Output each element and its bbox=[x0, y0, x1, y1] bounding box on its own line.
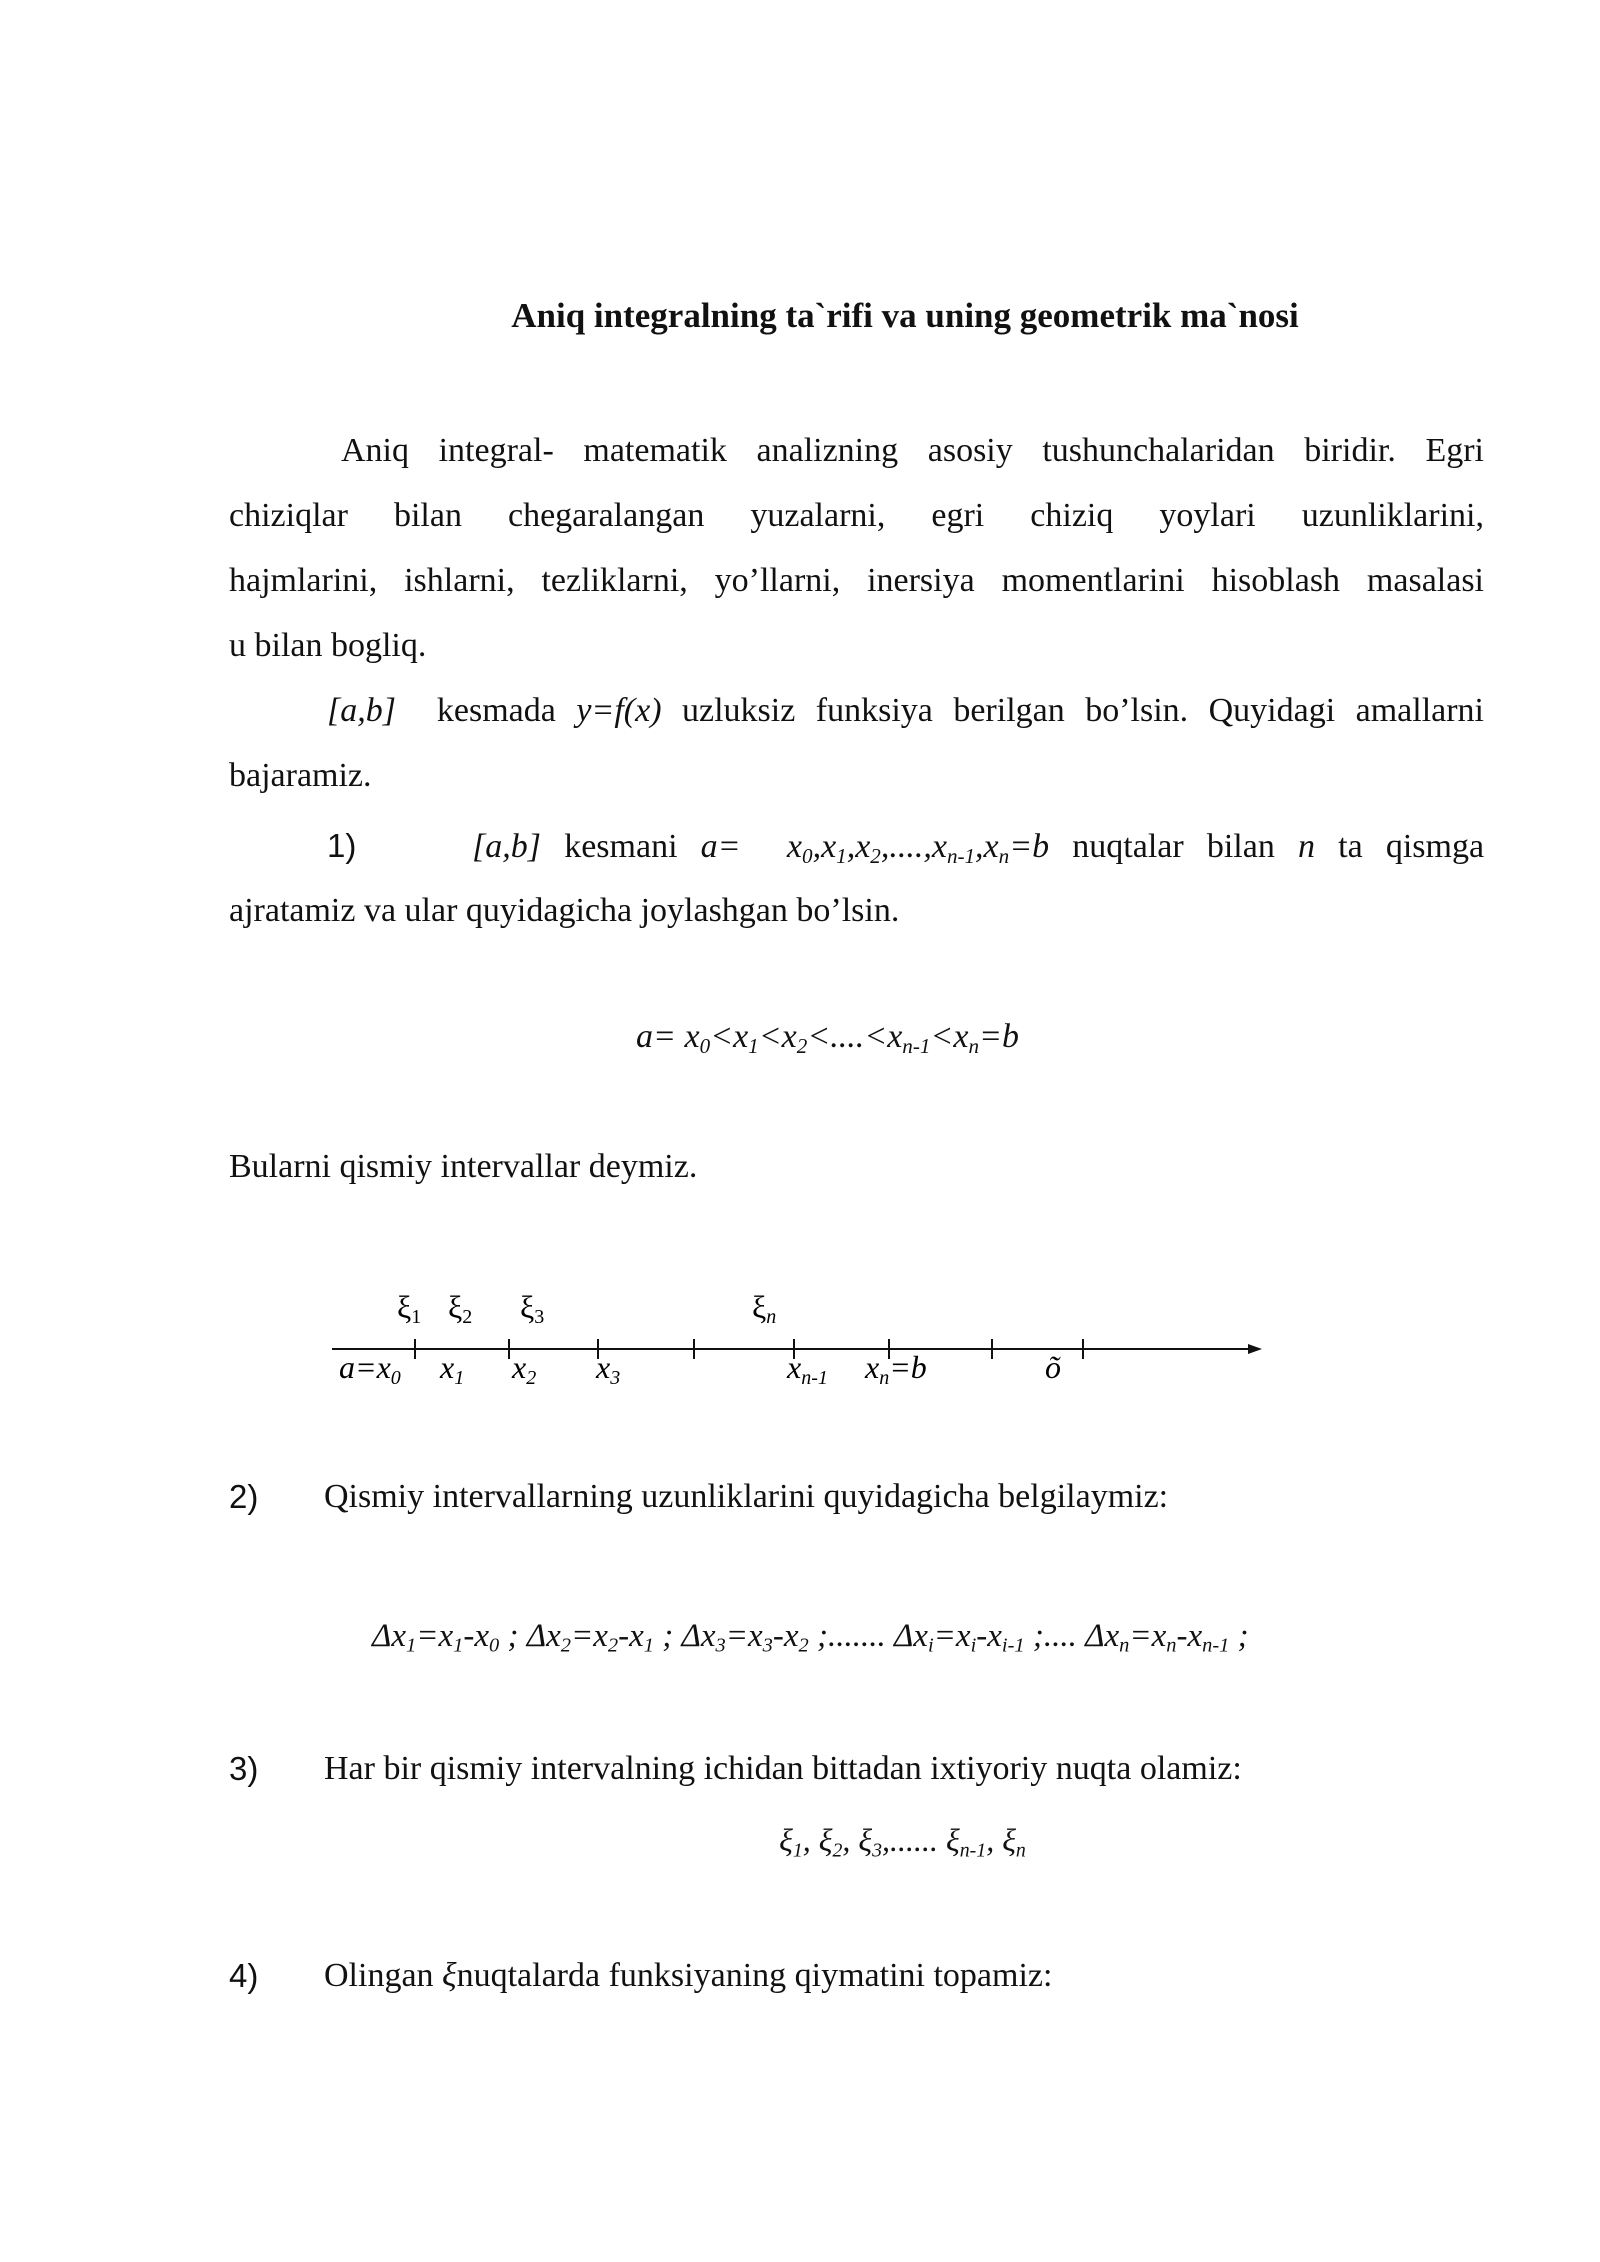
page-title: Aniq integralning ta`rifi va uning geometrik ma`nosi bbox=[511, 296, 1299, 335]
text-kesmani: kesmani bbox=[564, 828, 678, 865]
order-formula: $a= x_0<x_1<x_2<....<x_{n-1}<x_n=b$ bbox=[636, 1018, 1019, 1058]
x-label-x2: x2 bbox=[512, 1349, 537, 1389]
step-2-number: 2) bbox=[229, 1478, 259, 1515]
x-label-x3: x3 bbox=[596, 1349, 621, 1389]
x-label-xn-b: xn=b bbox=[865, 1349, 927, 1389]
function-line-2: bajaramiz. bbox=[229, 757, 372, 794]
xi-symbol: ξ bbox=[442, 1957, 457, 1994]
text-kesmada: kesmada bbox=[436, 692, 556, 729]
step-4 bbox=[229, 1957, 1053, 1996]
intro-line-3: hajmlarini, ishlarni, tezliklarni, yo’llarni, inersiya momentlarini hisoblash masalasi bbox=[229, 562, 1484, 599]
x-label-xn-1: xn-1 bbox=[787, 1349, 828, 1389]
x-label-a-x0: a=x0 bbox=[339, 1349, 401, 1389]
xi-list: $\xi_1$, $\xi_2$, $\xi_3$,...... $\xi_{n-1}$, $\xi_n$ bbox=[779, 1822, 1026, 1862]
intro-line-4: u bilan bogliq. bbox=[229, 627, 427, 664]
partition-points: $a= x_0,x_1,x_2,....,x_{n-1},x_n=b$ bbox=[700, 828, 1050, 868]
delta-formula: $\Delta x_1=x_1-x_0$ ; $\Delta x_2=x_2-x_1$ ; $\Delta x_3=x_3-x_2$ ;....... $\Delta x_i=x_i-x_{i-1}$ ;.... $\Delta x_n=x_n-x_{n-1}$ ; bbox=[372, 1618, 1249, 1657]
step-2 bbox=[229, 1478, 1169, 1517]
function-paragraph bbox=[229, 678, 1484, 808]
step-1-line-1 bbox=[229, 813, 1484, 878]
text-nuqtalar: nuqtalar bilan bbox=[1072, 828, 1275, 865]
step-3-number: 3) bbox=[229, 1750, 259, 1787]
xi-label-3: ξ3 bbox=[520, 1289, 545, 1328]
axis-arrow bbox=[1248, 1344, 1262, 1354]
interval-ab: [a,b] bbox=[327, 692, 396, 729]
function-fx: y=f(x) bbox=[576, 692, 662, 729]
text-uzluksiz: uzluksiz funksiya berilgan bo’lsin. Quyidagi amallarni bbox=[682, 692, 1485, 729]
step-4-number: 4) bbox=[229, 1957, 259, 1994]
intervals-sentence: Bularni qismiy intervallar deymiz. bbox=[229, 1148, 698, 1185]
intro-line-1: Aniq integral- matematik analizning asosiy tushunchalaridan biridir. Egri bbox=[341, 432, 1484, 469]
x-label-x1: x1 bbox=[440, 1349, 465, 1389]
function-line-1 bbox=[229, 678, 1484, 743]
xi-label-n: ξn bbox=[752, 1289, 777, 1328]
text-nuqtalarda: nuqtalarda funksiyaning qiymatini topamiz: bbox=[456, 1957, 1053, 1994]
intro-line-2: chiziqlar bilan chegaralangan yuzalarni, egri chiziq yoylari uzunliklarini, bbox=[229, 497, 1484, 534]
step-3-text: Har bir qismiy intervalning ichidan bittadan ixtiyoriy nuqta olamiz: bbox=[324, 1750, 1242, 1787]
step-1 bbox=[229, 813, 1484, 943]
xi-label-1: ξ1 bbox=[397, 1289, 422, 1328]
interval-ab-2: [a,b] bbox=[472, 828, 542, 865]
intro-paragraph bbox=[229, 418, 1484, 678]
step-3 bbox=[229, 1750, 1242, 1789]
text-ta-qismga: ta qismga bbox=[1338, 828, 1485, 865]
n-var: n bbox=[1297, 828, 1315, 865]
step-2-text: Qismiy intervallarning uzunliklarini quyidagicha belgilaymiz: bbox=[324, 1478, 1169, 1515]
step-4-text bbox=[324, 1957, 1052, 1995]
step-1-number: 1) bbox=[327, 827, 357, 864]
x-label-axis-x: õ bbox=[1045, 1349, 1061, 1385]
xi-label-2: ξ2 bbox=[448, 1289, 473, 1328]
text-olingan: Olingan bbox=[324, 1957, 434, 1994]
partition-axis-diagram bbox=[0, 1260, 1600, 1400]
step-1-line-2: ajratamiz va ular quyidagicha joylashgan bo’lsin. bbox=[229, 892, 900, 929]
